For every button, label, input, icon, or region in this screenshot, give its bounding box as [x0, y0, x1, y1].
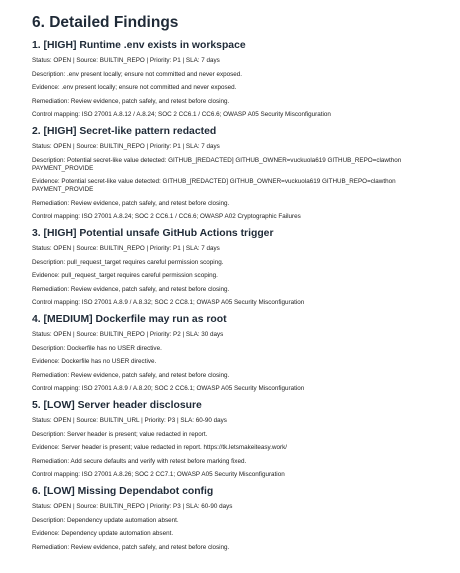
finding-status: Status: OPEN | Source: BUILTIN_REPO | Priority: P2 | SLA: 30 days [32, 331, 224, 338]
finding-remediation: Remediation: Add secure defaults and verify with retest before marking fixed. [32, 457, 247, 465]
finding-4 [32, 313, 442, 393]
finding-control-mapping: Control mapping: ISO 27001 A.8.12 / A.8.24; SOC 2 CC6.1 / CC6.6; OWASP A05 Security Misconfiguration [32, 111, 331, 118]
finding-control-mapping: Control mapping: ISO 27001 A.8.26; SOC 2 CC7.1; OWASP A05 Security Misconfiguration [32, 471, 285, 478]
finding-heading: 1. [HIGH] Runtime .env exists in workspace [32, 40, 246, 51]
finding-heading: 5. [LOW] Server header disclosure [32, 400, 202, 411]
finding-control-mapping: Control mapping: ISO 27001 A.8.9 / A.8.20; SOC 2 CC6.1; OWASP A05 Security Misconfiguration [32, 385, 305, 392]
finding-description: Description: .env present locally; ensure not committed and never exposed. [32, 70, 243, 78]
finding-heading: 3. [HIGH] Potential unsafe GitHub Actions trigger [32, 228, 274, 239]
finding-5 [32, 399, 442, 479]
finding-status: Status: OPEN | Source: BUILTIN_REPO | Priority: P1 | SLA: 7 days [32, 143, 220, 150]
finding-evidence: Evidence: pull_request_target requires careful permission scoping. [32, 272, 218, 279]
finding-status: Status: OPEN | Source: BUILTIN_REPO | Priority: P3 | SLA: 60-90 days [32, 503, 233, 510]
finding-evidence: Evidence: Potential secret-like value detected: GITHUB_[REDACTED] GITHUB_OWNER=vuckuola619 GITHUB_REPO=clawthon PAYMENT_PROVIDE [32, 178, 396, 193]
finding-remediation: Remediation: Review evidence, patch safely, and retest before closing. [32, 199, 230, 207]
finding-evidence: Evidence: Server header is present; value redacted in report. https://tk.letsmakeiteasy.work/ [32, 444, 288, 451]
finding-description: Description: pull_request_target requires careful permission scoping. [32, 258, 224, 266]
finding-description: Description: Potential secret-like value detected: GITHUB_[REDACTED] GITHUB_OWNER=vuckuola619 GITHUB_REPO=clawthon PAYMENT_PROVIDE [32, 156, 402, 172]
finding-remediation: Remediation: Review evidence, patch safely, and retest before closing. [32, 543, 230, 551]
finding-description: Description: Dependency update automation absent. [32, 516, 179, 524]
finding-heading: 4. [MEDIUM] Dockerfile may run as root [32, 314, 227, 325]
section-title: 6. Detailed Findings [32, 14, 179, 31]
finding-heading: 2. [HIGH] Secret-like pattern redacted [32, 126, 217, 137]
finding-evidence: Evidence: Dependency update automation absent. [32, 530, 174, 537]
finding-remediation: Remediation: Review evidence, patch safely, and retest before closing. [32, 285, 230, 293]
finding-6 [32, 485, 442, 552]
finding-description: Description: Server header is present; value redacted in report. [32, 430, 208, 438]
finding-status: Status: OPEN | Source: BUILTIN_REPO | Priority: P1 | SLA: 7 days [32, 57, 220, 64]
finding-control-mapping: Control mapping: ISO 27001 A.8.9 / A.8.32; SOC 2 CC8.1; OWASP A05 Security Misconfiguration [32, 299, 305, 306]
finding-status: Status: OPEN | Source: BUILTIN_REPO | Priority: P1 | SLA: 7 days [32, 245, 220, 252]
finding-2 [32, 125, 442, 221]
finding-evidence: Evidence: .env present locally; ensure not committed and never exposed. [32, 84, 237, 91]
finding-heading: 6. [LOW] Missing Dependabot config [32, 486, 214, 497]
finding-remediation: Remediation: Review evidence, patch safely, and retest before closing. [32, 371, 230, 379]
finding-control-mapping: Control mapping: ISO 27001 A.8.24; SOC 2 CC6.1 / CC6.6; OWASP A02 Cryptographic Failures [32, 213, 301, 220]
finding-remediation: Remediation: Review evidence, patch safely, and retest before closing. [32, 97, 230, 105]
finding-3 [32, 227, 442, 307]
finding-1 [32, 39, 442, 119]
finding-status: Status: OPEN | Source: BUILTIN_URL | Priority: P3 | SLA: 60-90 days [32, 417, 227, 424]
finding-description: Description: Dockerfile has no USER directive. [32, 344, 162, 352]
finding-evidence: Evidence: Dockerfile has no USER directive. [32, 358, 157, 365]
